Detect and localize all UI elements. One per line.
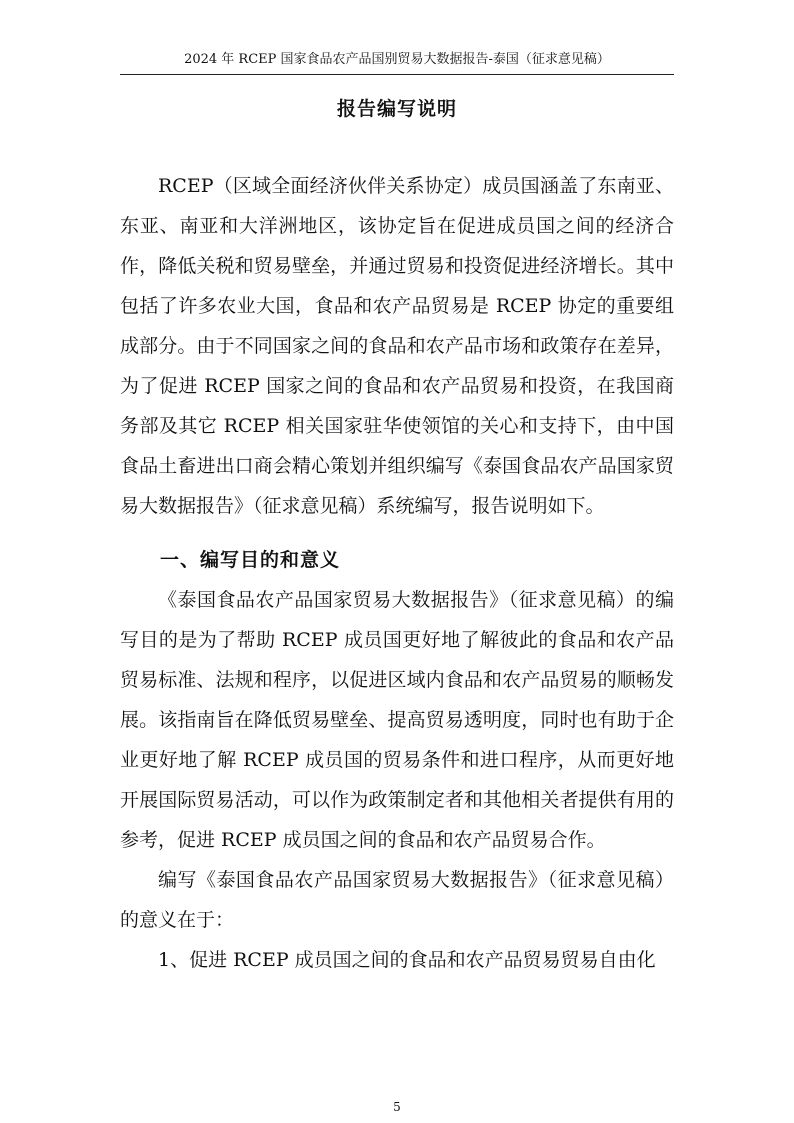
document-title: 报告编写说明 — [336, 98, 457, 120]
section-1-paragraph-1: 《泰国食品农产品国家贸易大数据报告》（征求意见稿）的编写目的是为了帮助 RCEP 成员国更好地了解彼此的食品和农产品贸易标准、法规和程序，以促进区域内食品和农产品贸易的顺畅发展。该指南旨在降低贸易壁垒、提高贸易透明度，同时也有助于企业更好地了解 RCEP 成员国的贸易条件和进口程序，从而更好地开展国际贸易活动，可以作为政策制定者和其他相关者提供有用的参考，促进 RCEP 成员国之间的食品和农产品贸易合作。 — [120, 589, 674, 851]
intro-section — [120, 166, 674, 526]
section-1-body — [120, 580, 674, 980]
section-1-list-item-1: 1、促进 RCEP 成员国之间的食品和农产品贸易贸易自由化 — [158, 949, 656, 971]
section-heading-1: 一、编写目的和意义 — [160, 549, 341, 571]
running-header: 2024 年 RCEP 国家食品农产品国别贸易大数据报告-泰国（征求意见稿） — [184, 52, 610, 67]
header-divider — [120, 74, 674, 75]
section-1-paragraph-2: 编写《泰国食品农产品国家贸易大数据报告》（征求意见稿）的意义在于： — [120, 869, 674, 931]
intro-paragraph: RCEP（区域全面经济伙伴关系协定）成员国涵盖了东南亚、东亚、南亚和大洋洲地区，该协定旨在促进成员国之间的经济合作，降低关税和贸易壁垒，并通过贸易和投资促进经济增长。其中包括了许多农业大国，食品和农产品贸易是 RCEP 协定的重要组成部分。由于不同国家之间的食品和农产品市场和政策存在差异，为了促进 RCEP 国家之间的食品和农产品贸易和投资，在我国商务部及其它 RCEP 相关国家驻华使领馆的关心和支持下，由中国食品土畜进出口商会精心策划并组织编写《泰国食品农产品国家贸易大数据报告》（征求意见稿）系统编写，报告说明如下。 — [120, 175, 674, 517]
page-number: 5 — [393, 1100, 401, 1114]
